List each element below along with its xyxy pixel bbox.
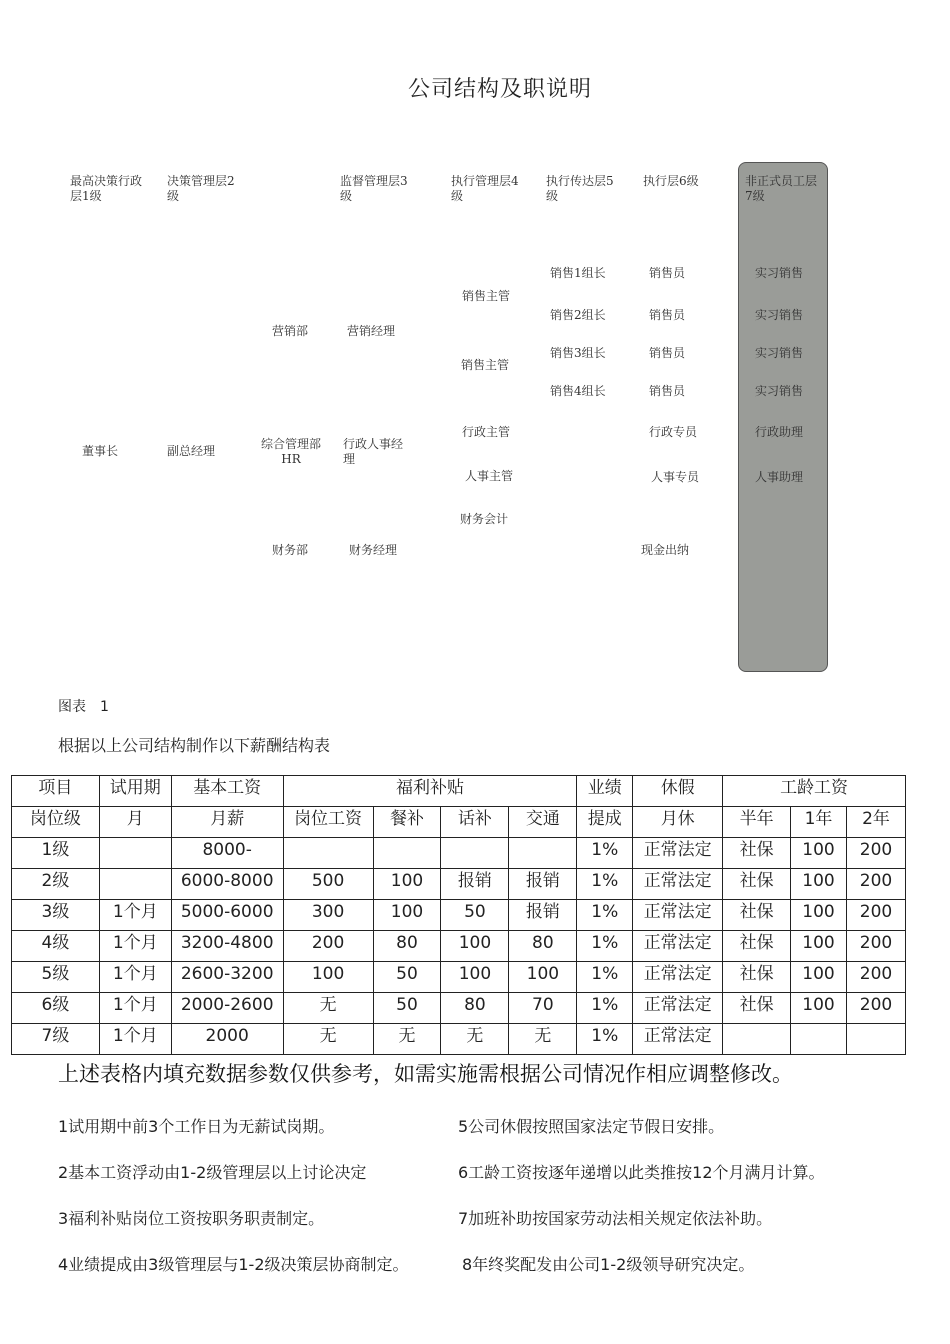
node-sales-group-leader: 销售2组长 [550, 308, 606, 322]
table-cell [509, 838, 577, 869]
table-cell: 无 [509, 1024, 577, 1055]
table-cell: 2级 [12, 869, 100, 900]
header-cell: 基本工资 [171, 776, 283, 807]
table-cell: 5000-6000 [171, 900, 283, 931]
header-cell: 休假 [633, 776, 723, 807]
table-cell: 100 [373, 900, 441, 931]
figure-caption: 图表 1 [58, 699, 109, 715]
disclaimer: 上述表格内填充数据参数仅供参考，如需实施需根据公司情况作相应调整修改。 [58, 1062, 793, 1086]
table-row [12, 838, 906, 869]
table-cell: 2600-3200 [171, 962, 283, 993]
header-cell: 月休 [633, 807, 723, 838]
table-cell: 200 [846, 993, 905, 1024]
table-cell: 100 [791, 869, 847, 900]
table-cell: 1% [577, 1024, 633, 1055]
node-admin-specialist: 行政专员 [649, 425, 698, 439]
level-header-3: 监督管理层3级 [340, 174, 408, 203]
table-cell: 1% [577, 931, 633, 962]
table-row [12, 869, 906, 900]
node-dept-marketing: 营销部 [272, 324, 309, 338]
table-cell: 2000-2600 [171, 993, 283, 1024]
node-dept-hr: 综合管理部HR [260, 437, 321, 466]
header-cell: 提成 [577, 807, 633, 838]
table-row [12, 900, 906, 931]
node-dept-finance: 财务部 [272, 543, 309, 557]
node-admin-supervisor: 行政主管 [462, 425, 511, 439]
header-cell: 岗位工资 [283, 807, 373, 838]
node-intern-sales: 实习销售 [755, 266, 804, 280]
table-cell: 社保 [723, 931, 791, 962]
table-cell: 80 [509, 931, 577, 962]
node-sales-supervisor: 销售主管 [461, 358, 510, 372]
table-cell: 100 [441, 931, 509, 962]
table-cell: 50 [373, 993, 441, 1024]
table-cell: 正常法定 [633, 993, 723, 1024]
table-cell: 社保 [723, 993, 791, 1024]
node-cashier: 现金出纳 [641, 543, 690, 557]
table-cell: 正常法定 [633, 931, 723, 962]
table-cell: 1% [577, 869, 633, 900]
table-cell: 100 [509, 962, 577, 993]
header-cell: 月薪 [171, 807, 283, 838]
node-admin-hr-manager: 行政人事经理 [343, 437, 404, 466]
table-cell: 8000- [171, 838, 283, 869]
table-cell [723, 1024, 791, 1055]
table-cell: 1% [577, 838, 633, 869]
table-cell: 200 [846, 869, 905, 900]
node-intern-sales: 实习销售 [755, 308, 804, 322]
table-cell: 3200-4800 [171, 931, 283, 962]
table-cell: 1个月 [99, 931, 171, 962]
table-cell: 100 [791, 962, 847, 993]
table-cell: 2000 [171, 1024, 283, 1055]
table-cell: 正常法定 [633, 838, 723, 869]
table-cell: 50 [441, 900, 509, 931]
table-cell: 社保 [723, 838, 791, 869]
node-hr-assistant: 人事助理 [755, 470, 804, 484]
header-cell: 业绩 [577, 776, 633, 807]
table-subheader-row [12, 807, 906, 838]
table-cell: 80 [441, 993, 509, 1024]
table-row [12, 1024, 906, 1055]
table-cell: 1% [577, 900, 633, 931]
table-cell: 正常法定 [633, 1024, 723, 1055]
table-intro: 根据以上公司结构制作以下薪酬结构表 [58, 736, 331, 755]
table-cell: 200 [283, 931, 373, 962]
table-cell: 300 [283, 900, 373, 931]
header-cell: 项目 [12, 776, 100, 807]
table-cell [99, 838, 171, 869]
table-cell: 6级 [12, 993, 100, 1024]
note-item: 5公司休假按照国家法定节假日安排。 [458, 1117, 725, 1136]
table-cell: 200 [846, 838, 905, 869]
note-item: 2基本工资浮动由1-2级管理层以上讨论决定 [58, 1163, 367, 1182]
note-item: 4业绩提成由3级管理层与1-2级决策层协商制定。 [58, 1255, 409, 1274]
table-cell: 100 [791, 900, 847, 931]
node-chairman: 董事长 [82, 444, 119, 458]
table-cell: 3级 [12, 900, 100, 931]
table-cell: 报销 [441, 869, 509, 900]
node-salesperson: 销售员 [649, 346, 686, 360]
table-cell [99, 869, 171, 900]
note-item: 8年终奖配发由公司1-2级领导研究决定。 [462, 1255, 755, 1274]
node-salesperson: 销售员 [649, 308, 686, 322]
table-cell: 80 [373, 931, 441, 962]
table-cell: 社保 [723, 962, 791, 993]
table-cell: 100 [791, 993, 847, 1024]
node-sales-group-leader: 销售3组长 [550, 346, 606, 360]
note-item: 1试用期中前3个工作日为无薪试岗期。 [58, 1117, 335, 1136]
table-cell: 5级 [12, 962, 100, 993]
table-row [12, 962, 906, 993]
node-finance-manager: 财务经理 [349, 543, 398, 557]
node-marketing-manager: 营销经理 [347, 324, 396, 338]
table-cell: 正常法定 [633, 962, 723, 993]
node-salesperson: 销售员 [649, 384, 686, 398]
table-cell: 1% [577, 993, 633, 1024]
node-salesperson: 销售员 [649, 266, 686, 280]
table-cell: 无 [441, 1024, 509, 1055]
table-cell [846, 1024, 905, 1055]
node-sales-group-leader: 销售1组长 [550, 266, 606, 280]
table-cell [791, 1024, 847, 1055]
table-cell [441, 838, 509, 869]
header-cell: 月 [99, 807, 171, 838]
node-intern-sales: 实习销售 [755, 384, 804, 398]
table-cell: 100 [283, 962, 373, 993]
header-cell: 工龄工资 [723, 776, 906, 807]
table-cell: 报销 [509, 900, 577, 931]
header-cell: 岗位级 [12, 807, 100, 838]
level-header-1: 最高决策行政层1级 [70, 174, 143, 203]
node-vice-gm: 副总经理 [167, 444, 216, 458]
header-cell: 交通 [509, 807, 577, 838]
table-cell: 4级 [12, 931, 100, 962]
note-item: 6工龄工资按逐年递增以此类推按12个月满月计算。 [458, 1163, 825, 1182]
table-cell: 社保 [723, 900, 791, 931]
table-cell: 无 [283, 993, 373, 1024]
note-item: 3福利补贴岗位工资按职务职责制定。 [58, 1209, 325, 1228]
table-cell: 6000-8000 [171, 869, 283, 900]
node-accountant: 财务会计 [460, 512, 509, 526]
table-cell: 100 [441, 962, 509, 993]
table-cell: 70 [509, 993, 577, 1024]
header-cell: 半年 [723, 807, 791, 838]
node-hr-supervisor: 人事主管 [465, 469, 514, 483]
table-cell: 1级 [12, 838, 100, 869]
table-cell: 无 [283, 1024, 373, 1055]
table-cell: 50 [373, 962, 441, 993]
level-header-7: 非正式员工层7级 [745, 174, 818, 203]
table-cell: 社保 [723, 869, 791, 900]
table-cell: 1个月 [99, 1024, 171, 1055]
node-sales-group-leader: 销售4组长 [550, 384, 606, 398]
node-hr-specialist: 人事专员 [651, 470, 700, 484]
table-cell: 100 [791, 931, 847, 962]
node-admin-assistant: 行政助理 [755, 425, 804, 439]
table-cell: 100 [373, 869, 441, 900]
table-cell: 200 [846, 962, 905, 993]
header-cell: 2年 [846, 807, 905, 838]
table-cell: 1个月 [99, 962, 171, 993]
table-cell: 正常法定 [633, 869, 723, 900]
header-cell: 话补 [441, 807, 509, 838]
node-sales-supervisor: 销售主管 [462, 289, 511, 303]
level-header-6: 执行层6级 [643, 174, 699, 188]
table-cell: 报销 [509, 869, 577, 900]
header-cell: 餐补 [373, 807, 441, 838]
table-cell: 500 [283, 869, 373, 900]
table-row [12, 931, 906, 962]
table-cell: 无 [373, 1024, 441, 1055]
node-intern-sales: 实习销售 [755, 346, 804, 360]
note-item: 7加班补助按国家劳动法相关规定依法补助。 [458, 1209, 773, 1228]
level-header-4: 执行管理层4级 [451, 174, 519, 203]
table-cell: 正常法定 [633, 900, 723, 931]
table-cell [373, 838, 441, 869]
table-cell: 100 [791, 838, 847, 869]
level-header-5: 执行传达层5级 [546, 174, 614, 203]
table-cell: 7级 [12, 1024, 100, 1055]
table-cell: 200 [846, 900, 905, 931]
table-cell: 1个月 [99, 993, 171, 1024]
table-cell: 1个月 [99, 900, 171, 931]
table-cell: 1% [577, 962, 633, 993]
table-cell [283, 838, 373, 869]
header-cell: 1年 [791, 807, 847, 838]
table-row [12, 993, 906, 1024]
page-title: 公司结构及职说明 [407, 77, 592, 102]
level7-column [738, 162, 828, 672]
table-header-row [12, 776, 906, 807]
salary-table [11, 775, 906, 1055]
level-header-2: 决策管理层2级 [167, 174, 235, 203]
header-cell: 福利补贴 [283, 776, 577, 807]
table-cell: 200 [846, 931, 905, 962]
header-cell: 试用期 [99, 776, 171, 807]
